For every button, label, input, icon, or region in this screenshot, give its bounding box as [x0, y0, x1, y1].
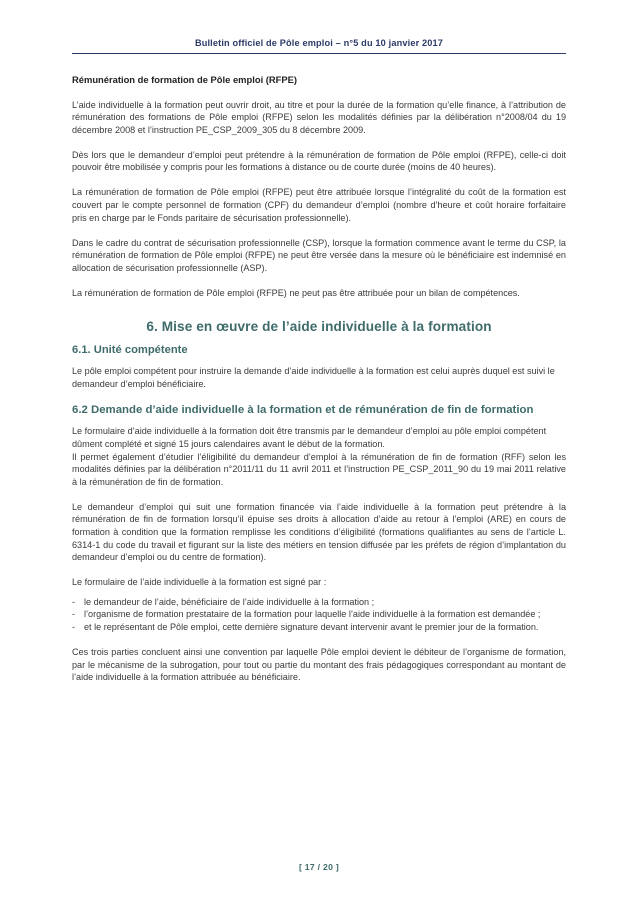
page-indicator: [ 17 / 20 ] [298, 862, 340, 872]
document-footer [0, 857, 638, 875]
spacer [72, 275, 566, 288]
list-item-label: et le représentant de Pôle emploi, cette dernière signature devant intervenir avant le premier jour de la formation. [84, 622, 539, 633]
paragraph-unite-competente: Le pôle emploi compétent pour instruire la demande d’aide individuelle à la formation est celui auprès duquel est suivi le demandeur d’emploi bénéficiaire. [72, 366, 555, 389]
paragraph-signataires-intro: Le formulaire de l’aide individuelle à la formation est signé par : [72, 577, 327, 588]
spacer [72, 336, 566, 343]
spacer [72, 174, 566, 187]
paragraph-formulaire-transmission: Le formulaire d’aide individuelle à la formation doit être transmis par le demandeur d’emploi au pôle emploi compétent dûment complété et signé 15 jours calendaires avant le début de la formation. [72, 426, 547, 449]
spacer [72, 224, 566, 237]
heading-section-6-2: 6.2 Demande d’aide individuelle à la formation et de rémunération de fin de formation [72, 403, 534, 416]
paragraph-rfpe-intro: L’aide individuelle à la formation peut ouvrir droit, au titre et pour la durée de la formation qu’elle finance, à l’attribution de rémunération des formations de Pôle emploi (RFPE) selon les modalités définies par la délibération n°2008/04 du 19 décembre 2008 et l’instruction PE_CSP_2009_305 du 8 décembre 2009. [72, 99, 566, 135]
spacer [72, 418, 566, 425]
paragraph-rff-eligibilite: Il permet également d’étudier l’éligibilité du demandeur d’emploi à la rémunération de fin de formation (RFF) selon les modalités définies par la délibération n°2011/11 du 11 avril 2011 et l’instruction PE_CSP_2011_90 du 19 mai 2011 relative à la rémunération de fin de formation. [72, 451, 566, 487]
document-content [72, 54, 566, 684]
signataires-list [72, 596, 566, 634]
paragraph-convention-subrogation: Ces trois parties concluent ainsi une convention par laquelle Pôle emploi devient le débiteur de l’organisme de formation, par le mécanisme de la subrogation, pour tout ou partie du montant des frais pédagogiques correspondant au montant de l’aide individuelle à la formation attribuée au bénéficiaire. [72, 647, 566, 683]
document-header [72, 0, 566, 54]
paragraph-csp: Dans le cadre du contrat de sécurisation professionnelle (CSP), lorsque la formation commence avant le terme du CSP, la rémunération de formation de Pôle emploi (RFPE) ne peut être versée dans la mesure où le bénéficiaire est indemnisé en allocation de sécurisation professionnelle (ASP). [72, 237, 566, 273]
spacer [72, 564, 566, 577]
paragraph-bilan-competences: La rémunération de formation de Pôle emploi (RFPE) ne peut pas être attribuée pour un bilan de compétences. [72, 288, 520, 299]
spacer [72, 634, 566, 647]
heading-section-6-1: 6.1. Unité compétente [72, 343, 188, 356]
dash-bullet-icon: - [72, 622, 76, 633]
spacer [72, 136, 566, 149]
spacer [72, 300, 566, 317]
list-item-label: le demandeur de l’aide, bénéficiaire de l’aide individuelle à la formation ; [84, 596, 375, 607]
subheading-rfpe: Rémunération de formation de Pôle emploi (RFPE) [72, 74, 298, 85]
list-item [72, 608, 566, 621]
heading-section-6: 6. Mise en œuvre de l’aide individuelle à la formation [146, 318, 492, 334]
paragraph-mobilisation: Dès lors que le demandeur d’emploi peut prétendre à la rémunération de formation de Pôle emploi (RFPE), celle-ci doit pouvoir être mobilisée y compris pour les formations à distance ou de courte durée (moins de 40 heures). [72, 149, 566, 173]
list-item [72, 596, 566, 609]
spacer [72, 358, 566, 365]
header-title: Bulletin officiel de Pôle emploi – n°5 du 10 janvier 2017 [194, 38, 444, 48]
spacer [72, 589, 566, 596]
dash-bullet-icon: - [72, 596, 76, 607]
list-item [72, 621, 566, 634]
paragraph-are-conditions: Le demandeur d’emploi qui suit une formation financée via l’aide individuelle à la formation peut prétendre à la rémunération de fin de formation lorsqu’il épuise ses droits à allocation d’aide au retour à l’emploi (ARE) en cours de formation à condition que la formation remplisse les conditions d’éligibilité (formations qualifiantes au sens de l’article L. 6314-1 du code du travail et figurant sur la liste des métiers en tension diffusée par les préfets de région d’implantation du demandeur d’emploi ou du centre de formation). [72, 501, 566, 563]
spacer [72, 390, 566, 403]
spacer [72, 86, 566, 99]
spacer [72, 488, 566, 501]
paragraph-cpf: La rémunération de formation de Pôle emploi (RFPE) peut être attribuée lorsque l’intégralité du coût de la formation est couvert par le compte personnel de formation (CPF) du demandeur d’emploi (nombre d’heure et coût horaire forfaitaire pris en charge par le Fonds paritaire de sécurisation professionnelle). [72, 187, 566, 223]
list-item-label: l’organisme de formation prestataire de la formation pour laquelle l’aide individuelle à la formation est demandée ; [84, 609, 541, 620]
dash-bullet-icon: - [72, 609, 76, 620]
